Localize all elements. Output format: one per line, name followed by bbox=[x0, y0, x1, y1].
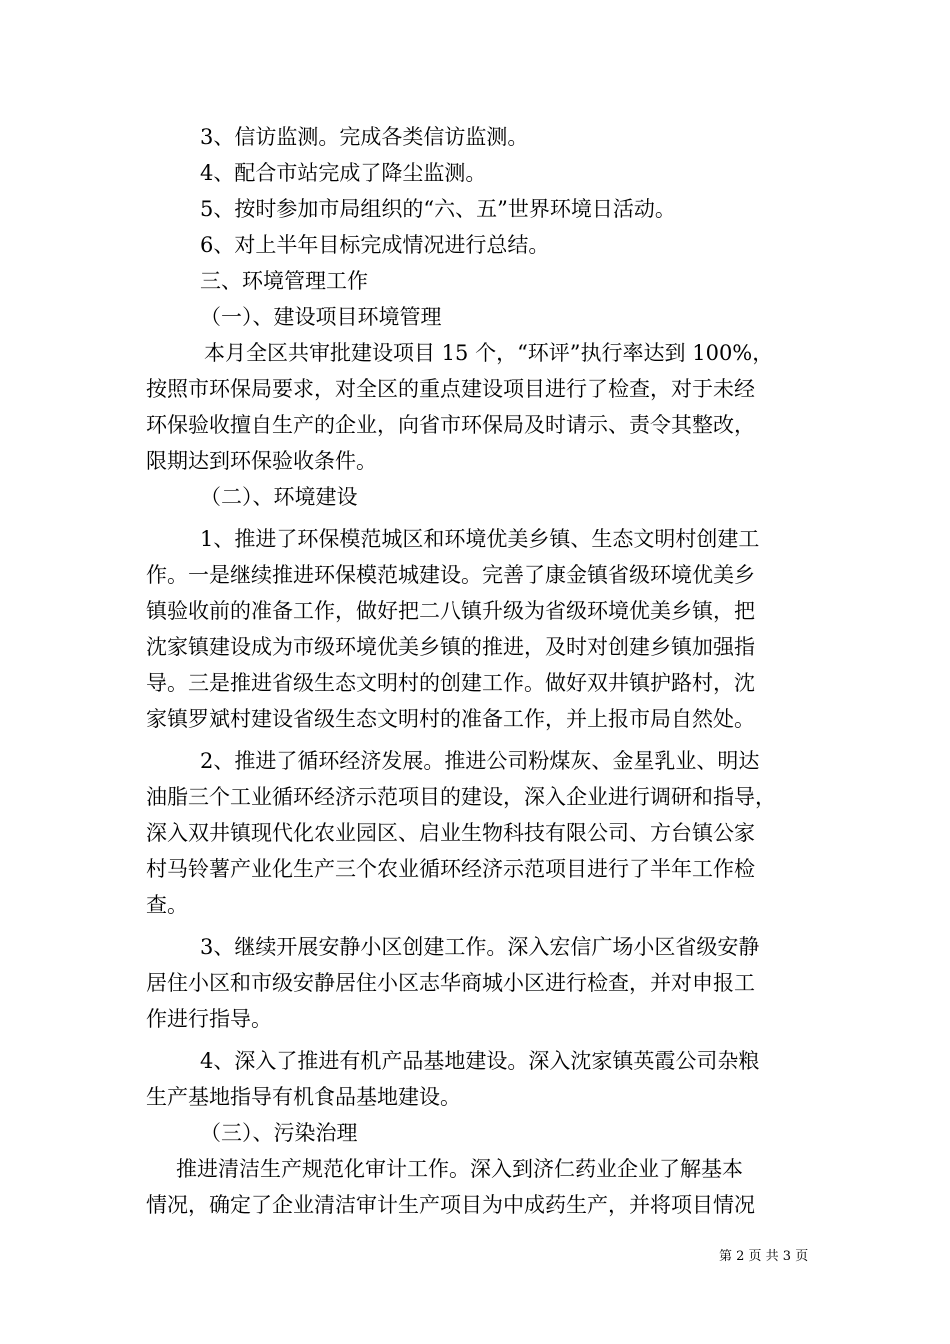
text-line: 3、继续开展安静小区创建工作。深入宏信广场小区省级安静 bbox=[200, 935, 760, 959]
section-heading: 三、环境管理工作 bbox=[200, 269, 368, 293]
text-line: 作进行指导。 bbox=[146, 1007, 272, 1031]
text-line: 5、按时参加市局组织的“六、五”世界环境日活动。 bbox=[200, 197, 676, 221]
page-number: 第 2 页 共 3 页 bbox=[719, 1249, 809, 1264]
text-line: 导。三是推进省级生态文明村的创建工作。做好双井镇护路村，沈 bbox=[146, 671, 755, 695]
text-line: 限期达到环保验收条件。 bbox=[146, 449, 377, 473]
text-line: 4、深入了推进有机产品基地建设。深入沈家镇英霞公司杂粮 bbox=[200, 1049, 760, 1073]
text-line: 环保验收擅自生产的企业，向省市环保局及时请示、责令其整改， bbox=[146, 413, 755, 437]
text-line: 油脂三个工业循环经济示范项目的建设，深入企业进行调研和指导， bbox=[146, 785, 776, 809]
subsection-heading: （三）、污染治理 bbox=[200, 1121, 358, 1145]
text-line: 6、对上半年目标完成情况进行总结。 bbox=[200, 233, 550, 257]
text-line: 深入双井镇现代化农业园区、启业生物科技有限公司、方台镇公家 bbox=[146, 821, 755, 845]
text-line: 查。 bbox=[146, 893, 188, 917]
text-line: 作。一是继续推进环保模范城建设。完善了康金镇省级环境优美乡 bbox=[146, 563, 755, 587]
text-line: 镇验收前的准备工作，做好把二八镇升级为省级环境优美乡镇，把 bbox=[146, 599, 755, 623]
text-line: 3、信访监测。完成各类信访监测。 bbox=[200, 125, 529, 149]
text-line: 沈家镇建设成为市级环境优美乡镇的推进，及时对创建乡镇加强指 bbox=[146, 635, 755, 659]
text-line: 家镇罗斌村建设省级生态文明村的准备工作，并上报市局自然处。 bbox=[146, 707, 755, 731]
text-line: 居住小区和市级安静居住小区志华商城小区进行检查，并对申报工 bbox=[146, 971, 755, 995]
text-line: 按照市环保局要求，对全区的重点建设项目进行了检查，对于未经 bbox=[146, 377, 755, 401]
text-line: 推进清洁生产规范化审计工作。深入到济仁药业企业了解基本 bbox=[176, 1157, 743, 1181]
text-line: 4、配合市站完成了降尘监测。 bbox=[200, 161, 487, 185]
text-line: 村马铃薯产业化生产三个农业循环经济示范项目进行了半年工作检 bbox=[146, 857, 755, 881]
text-line: 生产基地指导有机食品基地建设。 bbox=[146, 1085, 461, 1109]
subsection-heading: （一）、建设项目环境管理 bbox=[200, 305, 442, 329]
text-line: 本月全区共审批建设项目 15 个，“环评”执行率达到 100%， bbox=[204, 341, 774, 365]
text-line: 情况，确定了企业清洁审计生产项目为中成药生产，并将项目情况 bbox=[146, 1193, 755, 1217]
text-line: 1、推进了环保模范城区和环境优美乡镇、生态文明村创建工 bbox=[200, 527, 760, 551]
text-line: 2、推进了循环经济发展。推进公司粉煤灰、金星乳业、明达 bbox=[200, 749, 760, 773]
subsection-heading: （二）、环境建设 bbox=[200, 485, 358, 509]
